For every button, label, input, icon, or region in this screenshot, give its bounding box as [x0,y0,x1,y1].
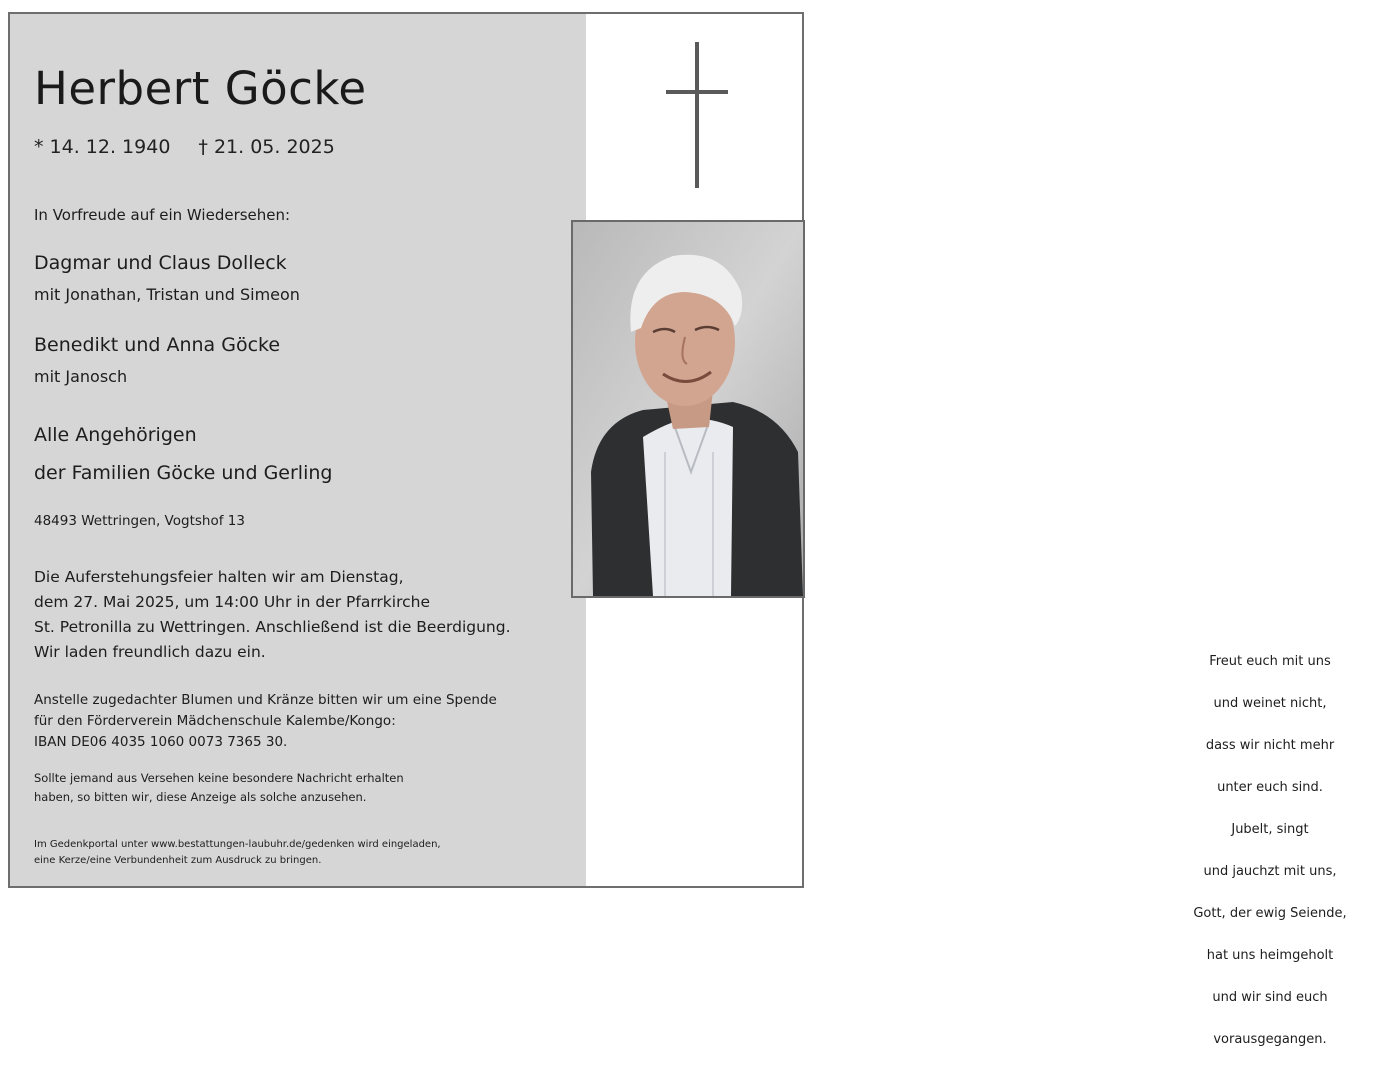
family-1-sub: mit Jonathan, Tristan und Simeon [34,285,300,304]
portal-line: Im Gedenkportal unter www.bestattungen-laubuhr.de/gedenken wird eingeladen, [34,839,441,850]
verse-line: unter euch sind. [1217,780,1323,795]
portal-line: eine Kerze/eine Verbundenheit zum Ausdruck zu bringen. [34,855,322,866]
family-3-main: Alle Angehörigen [34,424,197,446]
verse-line: Gott, der ewig Seiende, [1193,906,1347,921]
service-line: dem 27. Mai 2025, um 14:00 Uhr in der Pfarrkirche [34,593,430,611]
verse-line: und wir sind euch [1212,990,1328,1005]
death-date: † 21. 05. 2025 [198,136,335,158]
intro-line: In Vorfreude auf ein Wiedersehen: [34,206,291,224]
verse-line: dass wir nicht mehr [1205,738,1335,753]
verse-line: Freut euch mit uns [1209,654,1331,669]
address: 48493 Wettringen, Vogtshof 13 [34,513,245,529]
notice-line: Sollte jemand aus Versehen keine besondere Nachricht erhalten [34,771,404,785]
service-announcement [34,565,511,665]
service-line: St. Petronilla zu Wettringen. Anschließend ist die Beerdigung. [34,618,511,636]
donation-line: für den Förderverein Mädchenschule Kalembe/Kongo: [34,713,396,729]
bible-verse [1162,630,1378,1071]
family-3 [34,416,332,492]
donation-line: Anstelle zugedachter Blumen und Kränze bitten wir um eine Spende [34,692,497,708]
family-3-sub: der Familien Göcke und Gerling [34,462,333,484]
family-2-sub: mit Janosch [34,367,128,386]
family-2-main: Benedikt und Anna Göcke [34,334,281,356]
obituary-card [8,12,1347,1047]
memorial-portal-note [34,837,441,869]
notice-line: haben, so bitten wir, diese Anzeige als solche anzusehen. [34,790,367,804]
verse-line: Jubelt, singt [1231,822,1309,837]
verse-line: und weinet nicht, [1213,696,1327,711]
verse-line: vorausgegangen. [1213,1032,1327,1047]
verse-line: und jauchzt mit uns, [1203,864,1337,879]
birth-date: * 14. 12. 1940 [34,136,171,158]
text-panel [10,14,586,886]
family-1-main: Dagmar und Claus Dolleck [34,252,287,274]
portrait-image [573,222,803,596]
donation-line: IBAN DE06 4035 1060 0073 7365 30. [34,734,288,750]
verse-line: hat uns heimgeholt [1206,948,1334,963]
donation-request [34,690,497,753]
portrait-photo [571,220,805,598]
service-line: Die Auferstehungsfeier halten wir am Dienstag, [34,568,404,586]
service-line: Wir laden freundlich dazu ein. [34,643,266,661]
cross-icon [666,42,728,188]
deceased-name: Herbert Göcke [34,62,367,115]
life-dates [34,136,335,158]
notice-text [34,769,404,807]
